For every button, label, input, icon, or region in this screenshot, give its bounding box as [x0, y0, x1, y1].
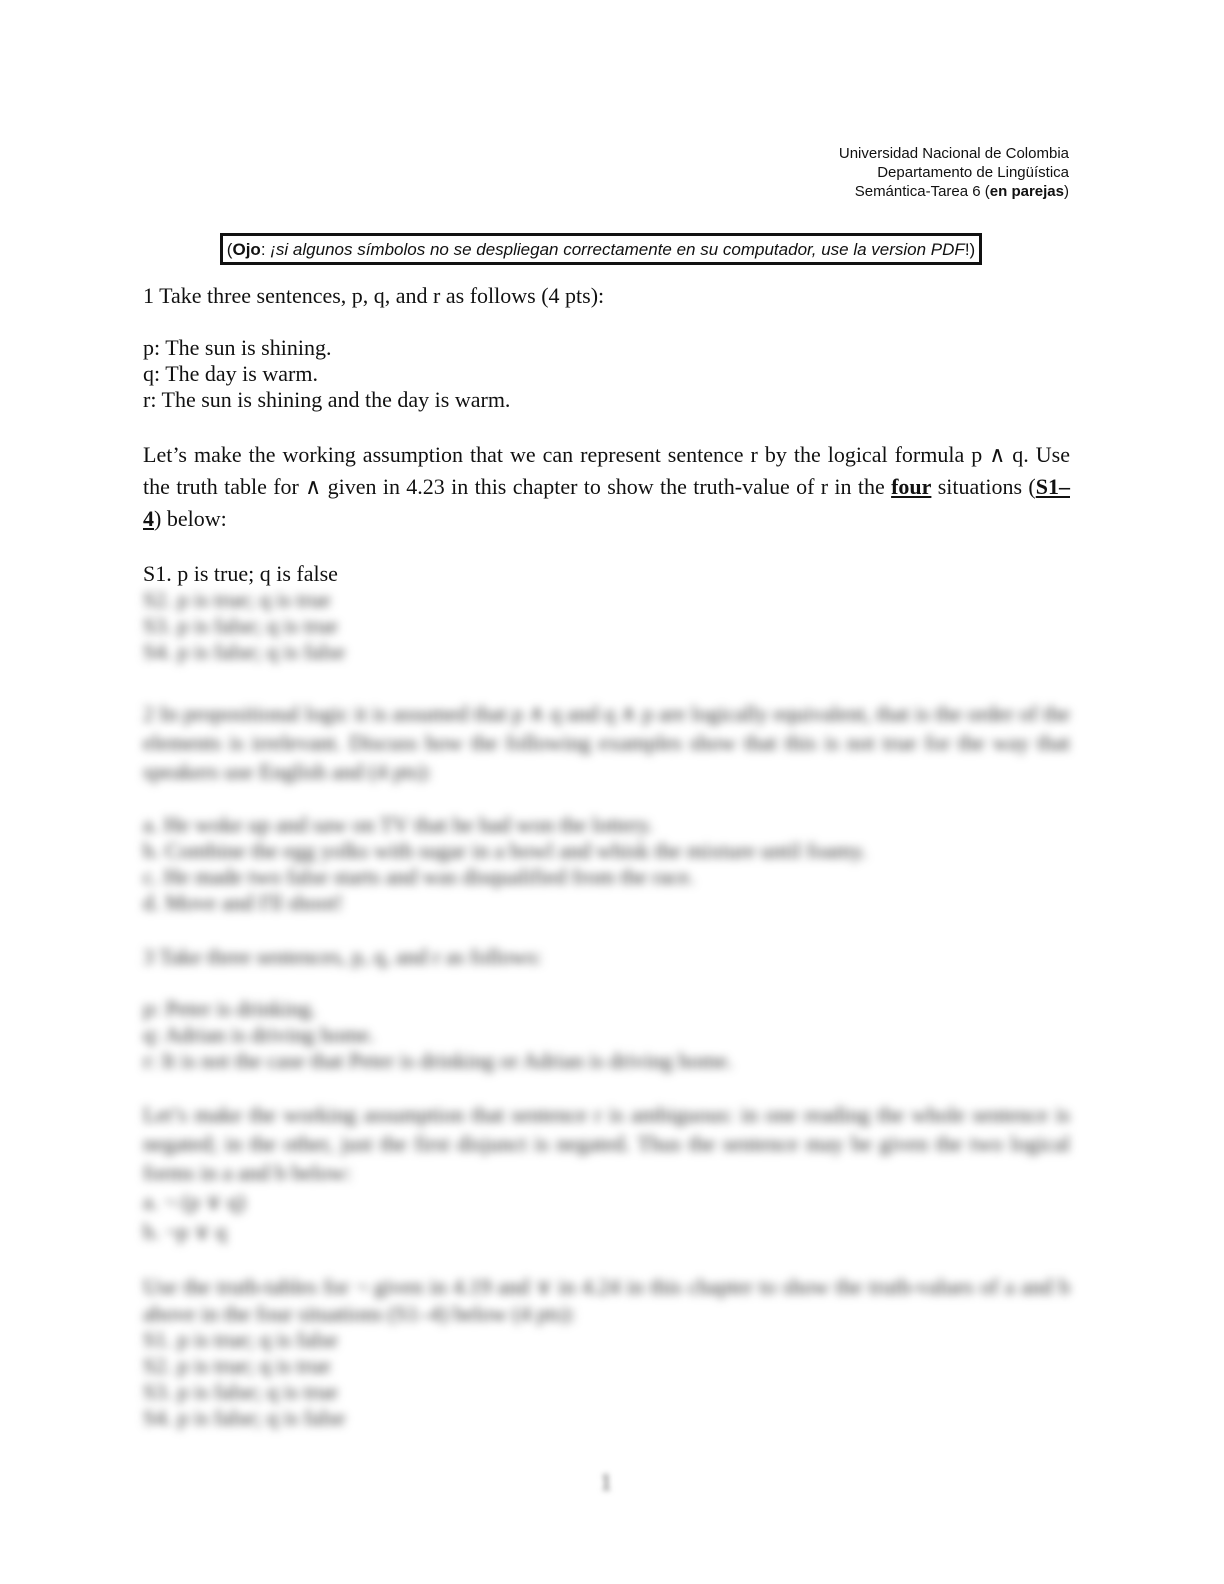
q1-paragraph: Let’s make the working assumption that we can represent sentence r by the logical formula p ∧ q. Use the truth table for ∧ given in 4.23 in this chapter to show the truth-value of r in the four situations (S1–4) below: — [143, 442, 1070, 531]
q2-example-b: b. Combine the egg yolks with sugar in a bowl and whisk the mixture until foamy. — [143, 838, 867, 863]
q3-form-a: a. ¬ (p ∨ q) — [143, 1189, 246, 1214]
q2-example-d: d. Move and I'll shoot! — [143, 890, 344, 915]
header-university: Universidad Nacional de Colombia — [838, 145, 1069, 162]
q3-sentence-p: p: Peter is drinking. — [143, 996, 317, 1021]
notice-box: (Ojo: ¡si algunos símbolos no se despliegan correctamente en su computador, use la version PDF!) — [220, 233, 982, 265]
page-number: 1 — [600, 1470, 612, 1496]
q2-example-c: c. He made two false starts and was disqualified from the race. — [143, 864, 695, 889]
q3-situation-2: S2. p is true; q is true — [143, 1353, 331, 1378]
document-body — [143, 283, 1070, 1431]
q3-situation-3: S3. p is false; q is true — [143, 1379, 338, 1404]
q3-sentence-q: q: Adrian is driving home. — [143, 1022, 375, 1047]
q1-sentence-q: q: The day is warm. — [143, 361, 318, 386]
q2-section — [143, 699, 1070, 916]
q3-sentences — [143, 996, 1070, 1074]
q3-heading: 3 Take three sentences, p, q, and r as follows: — [143, 944, 542, 969]
q3-situation-1: S1. p is true; q is false — [143, 1327, 338, 1352]
q1-situation-4: S4. p is false; q is false — [143, 639, 346, 664]
notice-bold: Ojo — [232, 240, 261, 259]
q3-situations — [143, 1327, 1070, 1431]
header-course: Semántica-Tarea 6 (en parejas) — [854, 183, 1069, 200]
q2-examples — [143, 812, 1070, 916]
q2-paragraph: 2 In propositional logic it is assumed that p ∧ q and q ∧ p are logically equivalent, that is the order of the elements is irrelevant. Discuss how the following examples show that this is not true for the way that speakers use English and (4 pts): — [143, 701, 1070, 784]
q1-situation-2: S2. p is true; q is true — [143, 587, 331, 612]
header-course-bold: en parejas — [989, 183, 1064, 200]
header-department: Departamento de Lingüística — [877, 164, 1069, 181]
q1-sentences — [143, 335, 1070, 413]
q3-form-b: b. ¬p ∨ q — [143, 1219, 227, 1244]
document-header — [839, 144, 1069, 201]
q1-sentence-r: r: The sun is shining and the day is warm. — [143, 387, 511, 412]
q3-situation-4: S4. p is false; q is false — [143, 1405, 346, 1430]
q1-situation-3: S3. p is false; q is true — [143, 613, 338, 638]
q1-sentence-p: p: The sun is shining. — [143, 335, 332, 360]
q1-heading: 1 Take three sentences, p, q, and r as follows (4 pts): — [143, 283, 605, 308]
q3-paragraph: Let’s make the working assumption that sentence r is ambiguous: in one reading the whole sentence is negated; in the other, just the first disjunct is negated. Thus the sentence may be given the two logical forms in a and b below: — [143, 1102, 1070, 1185]
q2-example-a: a. He woke up and saw on TV that he had won the lottery. — [143, 812, 654, 837]
q3-section — [143, 944, 1070, 1431]
q3-sentence-r: r: It is not the case that Peter is drinking or Adrian is driving home. — [143, 1048, 733, 1073]
q1-situations — [143, 561, 1070, 665]
q1-situation-1: S1. p is true; q is false — [143, 561, 338, 586]
notice-italic: ¡si algunos símbolos no se despliegan correctamente en su computador, use la version PDF — [270, 240, 965, 259]
q1-s1-4: S1–4 — [143, 474, 1070, 531]
q3-paragraph2: Use the truth-tables for ¬ given in 4.19 and ∨ in 4.24 in this chapter to show the truth-values of a and b above in the four situations (S1–4) below (4 pts): — [143, 1274, 1070, 1326]
q1-four: four — [891, 474, 932, 499]
